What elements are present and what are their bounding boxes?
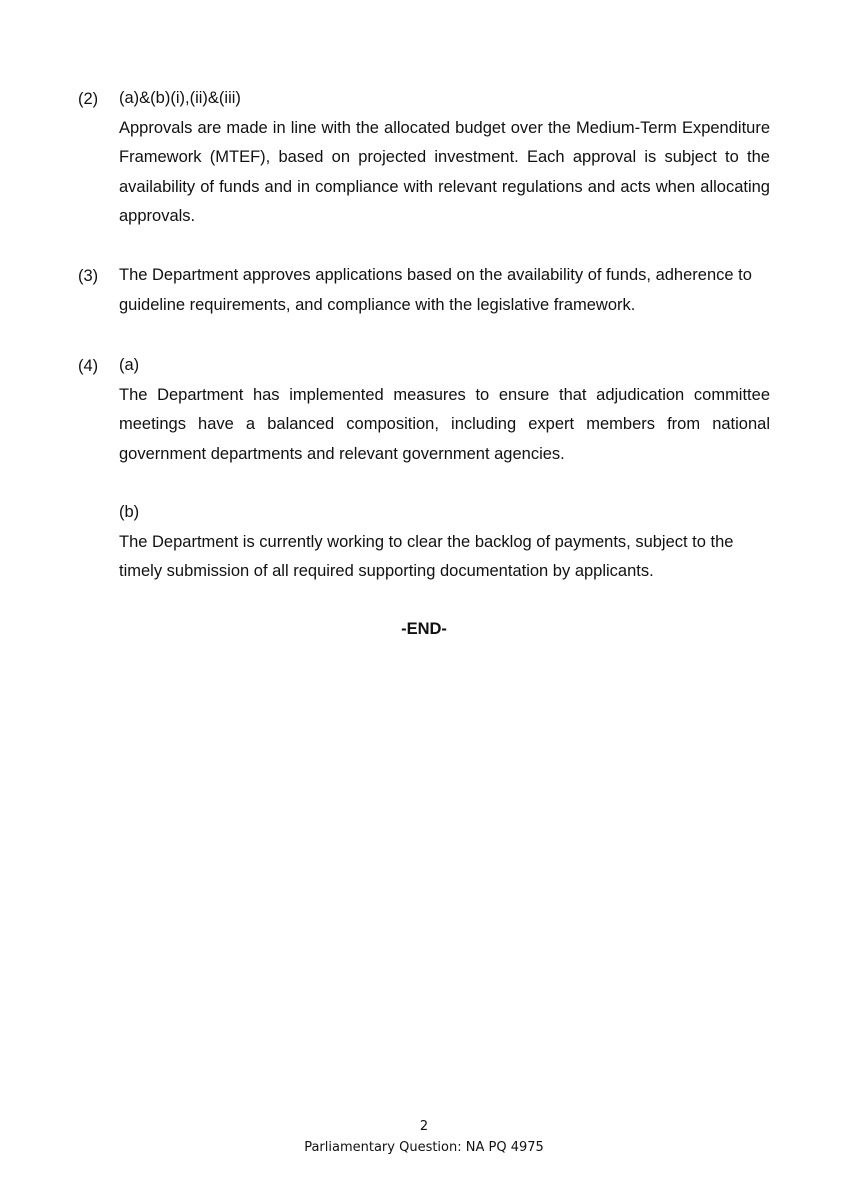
section-text: The Department approves applications based on the availability of funds, adherence to guideline requirements, and compliance with the legislative framework. xyxy=(119,266,752,314)
part-label-b: (b) xyxy=(119,503,140,521)
section-2 xyxy=(78,84,770,232)
section-number: (3) xyxy=(78,267,99,285)
end-marker: -END- xyxy=(401,620,447,638)
part-text-b: The Department is currently working to clear the backlog of payments, subject to the timely submission of all required supporting documentation by applicants. xyxy=(119,532,734,580)
page-number: 2 xyxy=(419,1119,429,1134)
section-number: (2) xyxy=(78,90,99,108)
section-3 xyxy=(78,261,770,320)
footer-reference: Parliamentary Question: NA PQ 4975 xyxy=(304,1140,544,1155)
part-label-a: (a) xyxy=(119,356,140,374)
section-text: Approvals are made in line with the allocated budget over the Medium-Term Expenditure Framework (MTEF), based on projected investment. Each approval is subject to the availability of funds and in compliance with relevant regulations and acts when allocating approvals. xyxy=(119,118,770,225)
section-subheading: (a)&(b)(i),(ii)&(iii) xyxy=(119,89,241,107)
section-number: (4) xyxy=(78,357,99,375)
part-text-a: The Department has implemented measures to ensure that adjudication committee meetings have a balanced composition, including expert members from national government departments and relevant government agencies. xyxy=(119,385,770,463)
section-4 xyxy=(78,351,770,587)
